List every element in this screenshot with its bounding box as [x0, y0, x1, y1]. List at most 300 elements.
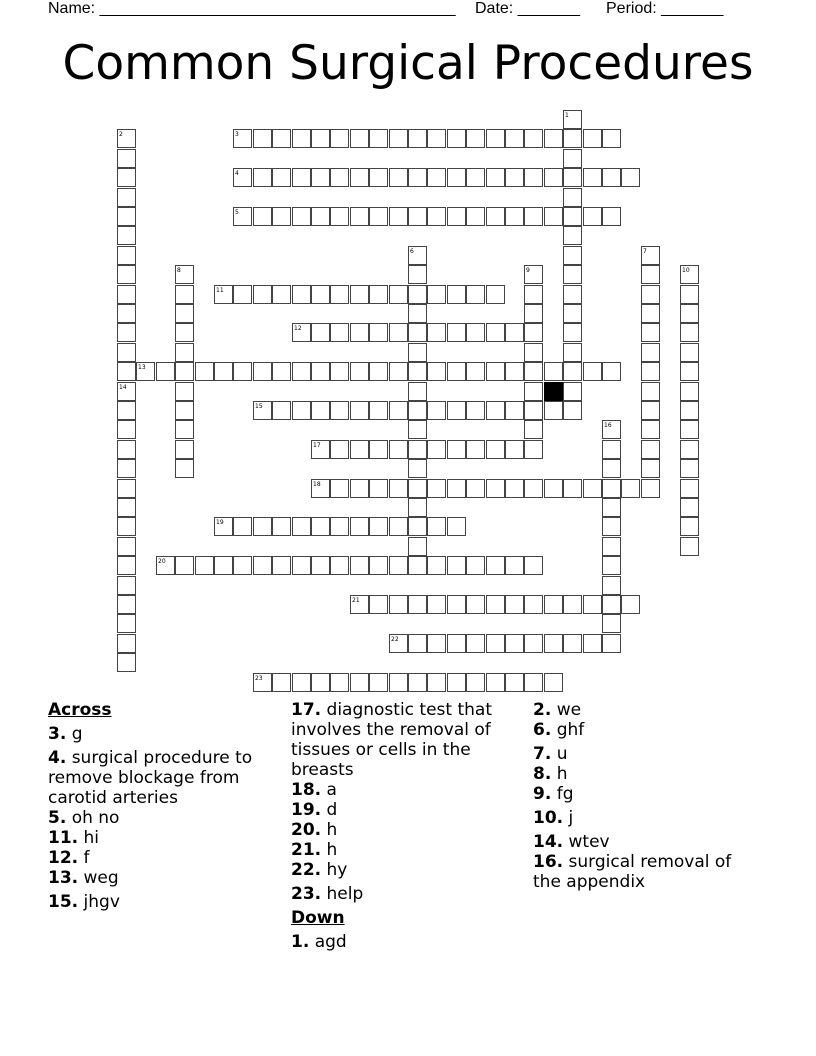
- grid-cell[interactable]: [350, 207, 369, 226]
- grid-cell[interactable]: [505, 129, 524, 148]
- grid-cell[interactable]: [524, 382, 543, 401]
- grid-cell[interactable]: [117, 285, 136, 304]
- grid-cell[interactable]: [117, 149, 136, 168]
- grid-cell[interactable]: [117, 168, 136, 187]
- grid-cell[interactable]: [233, 129, 252, 148]
- grid-cell[interactable]: [680, 401, 699, 420]
- grid-cell[interactable]: [447, 323, 466, 342]
- grid-cell[interactable]: [175, 285, 194, 304]
- grid-cell[interactable]: [524, 479, 543, 498]
- grid-cell[interactable]: [544, 362, 563, 381]
- grid-cell[interactable]: [369, 673, 388, 692]
- grid-cell[interactable]: [330, 517, 349, 536]
- grid-cell[interactable]: [389, 168, 408, 187]
- grid-cell[interactable]: [680, 440, 699, 459]
- grid-cell[interactable]: [350, 285, 369, 304]
- grid-cell[interactable]: [389, 323, 408, 342]
- grid-cell[interactable]: [505, 207, 524, 226]
- grid-cell[interactable]: [369, 595, 388, 614]
- grid-cell[interactable]: [330, 323, 349, 342]
- grid-cell[interactable]: [311, 517, 330, 536]
- grid-cell[interactable]: [466, 401, 485, 420]
- grid-cell[interactable]: [389, 207, 408, 226]
- grid-cell[interactable]: [427, 556, 446, 575]
- grid-cell[interactable]: [563, 149, 582, 168]
- date-field[interactable]: Date: _______: [475, 0, 580, 17]
- grid-cell[interactable]: [427, 323, 446, 342]
- grid-cell[interactable]: [369, 517, 388, 536]
- grid-cell[interactable]: [233, 517, 252, 536]
- grid-cell[interactable]: [602, 537, 621, 556]
- grid-cell[interactable]: [621, 168, 640, 187]
- grid-cell[interactable]: [524, 265, 543, 284]
- grid-cell[interactable]: [486, 634, 505, 653]
- grid-cell[interactable]: [524, 556, 543, 575]
- period-field[interactable]: Period: _______: [606, 0, 724, 17]
- grid-cell[interactable]: [369, 285, 388, 304]
- grid-cell[interactable]: [680, 517, 699, 536]
- grid-cell[interactable]: [563, 362, 582, 381]
- grid-cell[interactable]: [214, 285, 233, 304]
- grid-cell[interactable]: [427, 440, 446, 459]
- grid-cell[interactable]: [272, 285, 291, 304]
- grid-cell[interactable]: [447, 479, 466, 498]
- grid-cell[interactable]: [466, 207, 485, 226]
- grid-cell[interactable]: [389, 673, 408, 692]
- grid-cell[interactable]: [389, 517, 408, 536]
- grid-cell[interactable]: [117, 498, 136, 517]
- grid-cell[interactable]: [311, 207, 330, 226]
- grid-cell[interactable]: [563, 634, 582, 653]
- grid-cell[interactable]: [486, 595, 505, 614]
- grid-cell[interactable]: [641, 401, 660, 420]
- grid-cell[interactable]: [583, 129, 602, 148]
- grid-cell[interactable]: [292, 323, 311, 342]
- grid-cell[interactable]: [447, 168, 466, 187]
- grid-cell[interactable]: [621, 595, 640, 614]
- grid-cell[interactable]: [641, 440, 660, 459]
- grid-cell[interactable]: [563, 188, 582, 207]
- grid-cell[interactable]: [563, 382, 582, 401]
- grid-cell[interactable]: [427, 401, 446, 420]
- grid-cell[interactable]: [175, 304, 194, 323]
- grid-cell[interactable]: [621, 479, 640, 498]
- grid-cell[interactable]: [117, 440, 136, 459]
- grid-cell[interactable]: [641, 323, 660, 342]
- grid-cell[interactable]: [680, 479, 699, 498]
- grid-cell[interactable]: [447, 634, 466, 653]
- grid-cell[interactable]: [505, 362, 524, 381]
- grid-cell[interactable]: [505, 440, 524, 459]
- grid-cell[interactable]: [466, 168, 485, 187]
- grid-cell[interactable]: [524, 323, 543, 342]
- grid-cell[interactable]: [369, 207, 388, 226]
- grid-cell[interactable]: [680, 285, 699, 304]
- grid-cell[interactable]: [680, 420, 699, 439]
- grid-cell[interactable]: [427, 673, 446, 692]
- grid-cell[interactable]: [505, 401, 524, 420]
- grid-cell[interactable]: [117, 226, 136, 245]
- grid-cell[interactable]: [544, 634, 563, 653]
- grid-cell[interactable]: [253, 401, 272, 420]
- grid-cell[interactable]: [486, 168, 505, 187]
- grid-cell[interactable]: [680, 362, 699, 381]
- grid-cell[interactable]: [408, 517, 427, 536]
- grid-cell[interactable]: [350, 517, 369, 536]
- grid-cell[interactable]: [466, 673, 485, 692]
- grid-cell[interactable]: [408, 207, 427, 226]
- grid-cell[interactable]: [466, 595, 485, 614]
- grid-cell[interactable]: [427, 479, 446, 498]
- grid-cell[interactable]: [408, 479, 427, 498]
- grid-cell[interactable]: [389, 401, 408, 420]
- grid-cell[interactable]: [311, 129, 330, 148]
- grid-cell[interactable]: [311, 323, 330, 342]
- grid-cell[interactable]: [233, 207, 252, 226]
- grid-cell[interactable]: [466, 362, 485, 381]
- grid-cell[interactable]: [233, 285, 252, 304]
- grid-cell[interactable]: [680, 323, 699, 342]
- grid-cell[interactable]: [117, 265, 136, 284]
- grid-cell[interactable]: [583, 207, 602, 226]
- grid-cell[interactable]: [389, 362, 408, 381]
- grid-cell[interactable]: [486, 401, 505, 420]
- grid-cell[interactable]: [524, 285, 543, 304]
- grid-cell[interactable]: [330, 440, 349, 459]
- grid-cell[interactable]: [117, 304, 136, 323]
- grid-cell[interactable]: [408, 459, 427, 478]
- grid-cell[interactable]: [680, 304, 699, 323]
- grid-cell[interactable]: [505, 323, 524, 342]
- grid-cell[interactable]: [408, 382, 427, 401]
- grid-cell[interactable]: [330, 362, 349, 381]
- grid-cell[interactable]: [602, 595, 621, 614]
- grid-cell[interactable]: [330, 285, 349, 304]
- grid-cell[interactable]: [641, 343, 660, 362]
- grid-cell[interactable]: [486, 285, 505, 304]
- grid-cell[interactable]: [350, 556, 369, 575]
- grid-cell[interactable]: [563, 265, 582, 284]
- grid-cell[interactable]: [117, 537, 136, 556]
- grid-cell[interactable]: [408, 265, 427, 284]
- grid-cell[interactable]: [117, 382, 136, 401]
- grid-cell[interactable]: [524, 362, 543, 381]
- grid-cell[interactable]: [117, 343, 136, 362]
- grid-cell[interactable]: [466, 479, 485, 498]
- grid-cell[interactable]: [311, 440, 330, 459]
- grid-cell[interactable]: [524, 595, 543, 614]
- grid-cell[interactable]: [447, 401, 466, 420]
- grid-cell[interactable]: [641, 265, 660, 284]
- grid-cell[interactable]: [272, 129, 291, 148]
- grid-cell[interactable]: [563, 323, 582, 342]
- grid-cell[interactable]: [641, 420, 660, 439]
- grid-cell[interactable]: [117, 207, 136, 226]
- grid-cell[interactable]: [486, 207, 505, 226]
- grid-cell[interactable]: [680, 498, 699, 517]
- grid-cell[interactable]: [408, 168, 427, 187]
- grid-cell[interactable]: [175, 362, 194, 381]
- grid-cell[interactable]: [524, 401, 543, 420]
- grid-cell[interactable]: [272, 362, 291, 381]
- grid-cell[interactable]: [544, 595, 563, 614]
- grid-cell[interactable]: [505, 168, 524, 187]
- grid-cell[interactable]: [350, 440, 369, 459]
- grid-cell[interactable]: [311, 168, 330, 187]
- grid-cell[interactable]: [447, 362, 466, 381]
- grid-cell[interactable]: [680, 459, 699, 478]
- grid-cell[interactable]: [544, 401, 563, 420]
- grid-cell[interactable]: [330, 168, 349, 187]
- grid-cell[interactable]: [136, 362, 155, 381]
- grid-cell[interactable]: [175, 556, 194, 575]
- grid-cell[interactable]: [389, 440, 408, 459]
- grid-cell[interactable]: [369, 129, 388, 148]
- grid-cell[interactable]: [583, 168, 602, 187]
- grid-cell[interactable]: [680, 537, 699, 556]
- grid-cell[interactable]: [408, 401, 427, 420]
- grid-cell[interactable]: [544, 207, 563, 226]
- grid-cell[interactable]: [195, 556, 214, 575]
- grid-cell[interactable]: [311, 556, 330, 575]
- grid-cell[interactable]: [427, 634, 446, 653]
- grid-cell[interactable]: [524, 304, 543, 323]
- grid-cell[interactable]: [466, 556, 485, 575]
- grid-cell[interactable]: [408, 362, 427, 381]
- grid-cell[interactable]: [117, 479, 136, 498]
- grid-cell[interactable]: [563, 479, 582, 498]
- grid-cell[interactable]: [175, 265, 194, 284]
- grid-cell[interactable]: [466, 285, 485, 304]
- grid-cell[interactable]: [505, 479, 524, 498]
- grid-cell[interactable]: [350, 168, 369, 187]
- grid-cell[interactable]: [427, 517, 446, 536]
- grid-cell[interactable]: [583, 634, 602, 653]
- grid-cell[interactable]: [350, 479, 369, 498]
- grid-cell[interactable]: [524, 440, 543, 459]
- grid-cell[interactable]: [233, 168, 252, 187]
- grid-cell[interactable]: [253, 517, 272, 536]
- grid-cell[interactable]: [602, 479, 621, 498]
- grid-cell[interactable]: [253, 556, 272, 575]
- grid-cell[interactable]: [524, 207, 543, 226]
- grid-cell[interactable]: [272, 207, 291, 226]
- grid-cell[interactable]: [680, 343, 699, 362]
- grid-cell[interactable]: [466, 634, 485, 653]
- grid-cell[interactable]: [602, 207, 621, 226]
- grid-cell[interactable]: [117, 323, 136, 342]
- grid-cell[interactable]: [408, 634, 427, 653]
- grid-cell[interactable]: [524, 634, 543, 653]
- grid-cell[interactable]: [563, 304, 582, 323]
- grid-cell[interactable]: [195, 362, 214, 381]
- grid-cell[interactable]: [175, 440, 194, 459]
- grid-cell[interactable]: [330, 207, 349, 226]
- grid-cell[interactable]: [602, 420, 621, 439]
- grid-cell[interactable]: [641, 459, 660, 478]
- grid-cell[interactable]: [408, 556, 427, 575]
- grid-cell[interactable]: [408, 498, 427, 517]
- grid-cell[interactable]: [544, 168, 563, 187]
- grid-cell[interactable]: [505, 556, 524, 575]
- grid-cell[interactable]: [641, 304, 660, 323]
- grid-cell[interactable]: [408, 595, 427, 614]
- grid-cell[interactable]: [447, 440, 466, 459]
- grid-cell[interactable]: [350, 401, 369, 420]
- grid-cell[interactable]: [369, 556, 388, 575]
- grid-cell[interactable]: [563, 168, 582, 187]
- grid-cell[interactable]: [447, 129, 466, 148]
- grid-cell[interactable]: [408, 323, 427, 342]
- grid-cell[interactable]: [447, 556, 466, 575]
- grid-cell[interactable]: [563, 110, 582, 129]
- grid-cell[interactable]: [369, 323, 388, 342]
- grid-cell[interactable]: [408, 129, 427, 148]
- grid-cell[interactable]: [641, 362, 660, 381]
- grid-cell[interactable]: [253, 129, 272, 148]
- grid-cell[interactable]: [272, 401, 291, 420]
- grid-cell[interactable]: [641, 479, 660, 498]
- grid-cell[interactable]: [175, 401, 194, 420]
- grid-cell[interactable]: [505, 595, 524, 614]
- grid-cell[interactable]: [350, 323, 369, 342]
- grid-cell[interactable]: [253, 673, 272, 692]
- name-field[interactable]: Name: ________________________________________: [48, 0, 456, 17]
- grid-cell[interactable]: [447, 673, 466, 692]
- grid-cell[interactable]: [389, 285, 408, 304]
- grid-cell[interactable]: [524, 673, 543, 692]
- grid-cell[interactable]: [175, 323, 194, 342]
- grid-cell[interactable]: [544, 673, 563, 692]
- grid-cell[interactable]: [117, 246, 136, 265]
- grid-cell[interactable]: [350, 362, 369, 381]
- grid-cell[interactable]: [602, 576, 621, 595]
- grid-cell[interactable]: [544, 129, 563, 148]
- grid-cell[interactable]: [175, 382, 194, 401]
- grid-cell[interactable]: [447, 517, 466, 536]
- grid-cell[interactable]: [602, 614, 621, 633]
- grid-cell[interactable]: [427, 362, 446, 381]
- grid-cell[interactable]: [524, 420, 543, 439]
- grid-cell[interactable]: [369, 168, 388, 187]
- grid-cell[interactable]: [117, 459, 136, 478]
- grid-cell[interactable]: [563, 285, 582, 304]
- grid-cell[interactable]: [292, 285, 311, 304]
- grid-cell[interactable]: [389, 556, 408, 575]
- grid-cell[interactable]: [602, 440, 621, 459]
- grid-cell[interactable]: [292, 168, 311, 187]
- grid-cell[interactable]: [583, 362, 602, 381]
- grid-cell[interactable]: [427, 129, 446, 148]
- grid-cell[interactable]: [369, 479, 388, 498]
- grid-cell[interactable]: [214, 517, 233, 536]
- grid-cell[interactable]: [330, 673, 349, 692]
- grid-cell[interactable]: [389, 479, 408, 498]
- grid-cell[interactable]: [292, 362, 311, 381]
- grid-cell[interactable]: [117, 129, 136, 148]
- grid-cell[interactable]: [447, 595, 466, 614]
- grid-cell[interactable]: [311, 285, 330, 304]
- grid-cell[interactable]: [117, 420, 136, 439]
- grid-cell[interactable]: [486, 556, 505, 575]
- grid-cell[interactable]: [505, 634, 524, 653]
- grid-cell[interactable]: [408, 304, 427, 323]
- grid-cell[interactable]: [117, 634, 136, 653]
- grid-cell[interactable]: [175, 420, 194, 439]
- grid-cell[interactable]: [641, 246, 660, 265]
- grid-cell[interactable]: [602, 517, 621, 536]
- grid-cell[interactable]: [466, 440, 485, 459]
- grid-cell[interactable]: [253, 362, 272, 381]
- grid-cell[interactable]: [330, 129, 349, 148]
- grid-cell[interactable]: [486, 479, 505, 498]
- grid-cell[interactable]: [389, 595, 408, 614]
- grid-cell[interactable]: [602, 459, 621, 478]
- grid-cell[interactable]: [427, 285, 446, 304]
- grid-cell[interactable]: [117, 362, 136, 381]
- grid-cell[interactable]: [583, 479, 602, 498]
- grid-cell[interactable]: [272, 168, 291, 187]
- grid-cell[interactable]: [563, 207, 582, 226]
- grid-cell[interactable]: [369, 362, 388, 381]
- grid-cell[interactable]: [311, 673, 330, 692]
- grid-cell[interactable]: [389, 634, 408, 653]
- grid-cell[interactable]: [563, 401, 582, 420]
- grid-cell[interactable]: [486, 440, 505, 459]
- grid-cell[interactable]: [292, 129, 311, 148]
- grid-cell[interactable]: [408, 440, 427, 459]
- grid-cell[interactable]: [524, 129, 543, 148]
- grid-cell[interactable]: [602, 556, 621, 575]
- grid-cell[interactable]: [408, 246, 427, 265]
- grid-cell[interactable]: [447, 285, 466, 304]
- grid-cell[interactable]: [272, 517, 291, 536]
- grid-cell[interactable]: [486, 362, 505, 381]
- grid-cell[interactable]: [175, 459, 194, 478]
- grid-cell[interactable]: [117, 401, 136, 420]
- grid-cell[interactable]: [214, 556, 233, 575]
- grid-cell[interactable]: [292, 556, 311, 575]
- grid-cell[interactable]: [408, 673, 427, 692]
- grid-cell[interactable]: [602, 129, 621, 148]
- grid-cell[interactable]: [486, 673, 505, 692]
- grid-cell[interactable]: [408, 537, 427, 556]
- grid-cell[interactable]: [311, 362, 330, 381]
- grid-cell[interactable]: [175, 343, 194, 362]
- grid-cell[interactable]: [505, 673, 524, 692]
- grid-cell[interactable]: [350, 595, 369, 614]
- grid-cell[interactable]: [272, 556, 291, 575]
- grid-cell[interactable]: [117, 188, 136, 207]
- grid-cell[interactable]: [292, 517, 311, 536]
- grid-cell[interactable]: [524, 343, 543, 362]
- grid-cell[interactable]: [117, 576, 136, 595]
- grid-cell[interactable]: [602, 362, 621, 381]
- grid-cell[interactable]: [602, 498, 621, 517]
- grid-cell[interactable]: [292, 207, 311, 226]
- grid-cell[interactable]: [427, 207, 446, 226]
- grid-cell[interactable]: [214, 362, 233, 381]
- grid-cell[interactable]: [466, 323, 485, 342]
- grid-cell[interactable]: [369, 401, 388, 420]
- grid-cell[interactable]: [563, 343, 582, 362]
- grid-cell[interactable]: [563, 226, 582, 245]
- grid-cell[interactable]: [311, 479, 330, 498]
- grid-cell[interactable]: [330, 479, 349, 498]
- grid-cell[interactable]: [563, 246, 582, 265]
- grid-cell[interactable]: [350, 129, 369, 148]
- grid-cell[interactable]: [233, 362, 252, 381]
